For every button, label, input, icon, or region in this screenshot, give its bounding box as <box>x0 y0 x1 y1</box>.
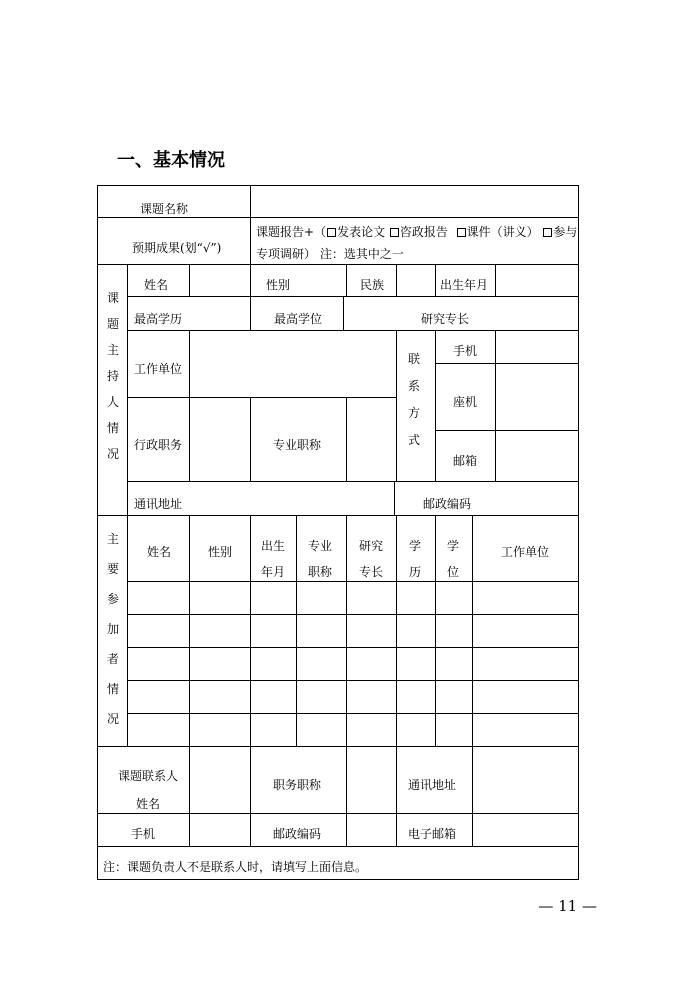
outcome-options-line <box>256 225 577 239</box>
checkbox-icon[interactable] <box>327 228 336 237</box>
outcome-note: 专项调研） 注：选其中之一 <box>256 247 404 261</box>
participants-header-specialty: 研究 专长 <box>359 539 384 579</box>
participants-header-degree: 学 位 <box>447 539 460 579</box>
leader-gender-label: 性别 <box>266 278 291 292</box>
project-name-label: 课题名称 <box>140 202 189 216</box>
participants-header-gender: 性别 <box>208 545 233 559</box>
contact-person-email-label: 电子邮箱 <box>408 827 457 841</box>
checkbox-icon[interactable] <box>457 228 466 237</box>
leader-side-label: 课 题 主 持 人 情 况 <box>106 291 119 461</box>
project-name-field[interactable] <box>258 194 574 212</box>
leader-admin-position-label: 行政职务 <box>134 438 183 452</box>
leader-specialty-label: 研究专长 <box>421 312 470 326</box>
participants-header-title: 专业 职称 <box>308 539 333 579</box>
outcome-option-paper: 发表论文 <box>337 225 386 239</box>
participants-header-birth: 出生 年月 <box>261 539 286 579</box>
contact-person-postcode-label: 邮政编码 <box>273 827 322 841</box>
basic-info-form <box>97 185 579 880</box>
outcome-prefix: 课题报告+（ <box>256 225 327 239</box>
contact-person-mobile-label: 手机 <box>131 827 156 841</box>
leader-ethnicity-label: 民族 <box>360 278 385 292</box>
section-heading: 一、基本情况 <box>117 150 225 171</box>
leader-email-label: 邮箱 <box>453 454 478 468</box>
contact-method-label: 联 系 方 式 <box>407 352 420 447</box>
checkbox-icon[interactable] <box>543 228 552 237</box>
participants-header-name: 姓名 <box>147 545 172 559</box>
leader-landline-label: 座机 <box>453 395 478 409</box>
contact-person-title-label: 职务职称 <box>273 778 322 792</box>
leader-education-label: 最高学历 <box>134 312 183 326</box>
participants-header-education: 学 历 <box>409 539 422 579</box>
outcome-option-participate: 参与 <box>553 225 578 239</box>
contact-person-name-label: 课题联系人 姓名 <box>118 769 179 811</box>
page-number: — 11 — <box>538 897 597 915</box>
leader-title-label: 专业职称 <box>273 438 322 452</box>
contact-person-address-label: 通讯地址 <box>408 778 457 792</box>
leader-mobile-label: 手机 <box>453 344 478 358</box>
leader-degree-label: 最高学位 <box>274 312 323 326</box>
participants-header-work-unit: 工作单位 <box>501 545 550 559</box>
outcome-option-report: 咨政报告 <box>399 225 448 239</box>
leader-address-label: 通讯地址 <box>134 497 183 511</box>
expected-outcome-label: 预期成果(划“√”) <box>132 241 222 255</box>
leader-birth-label: 出生年月 <box>440 278 489 292</box>
leader-work-unit-label: 工作单位 <box>134 362 183 376</box>
participants-side-label: 主 要 参 加 者 情 况 <box>106 532 119 726</box>
form-note: 注：课题负责人不是联系人时，请填写上面信息。 <box>103 860 368 874</box>
leader-name-label: 姓名 <box>144 278 169 292</box>
leader-postcode-label: 邮政编码 <box>423 497 472 511</box>
outcome-option-courseware: 课件（讲义） <box>466 225 539 239</box>
checkbox-icon[interactable] <box>390 228 399 237</box>
